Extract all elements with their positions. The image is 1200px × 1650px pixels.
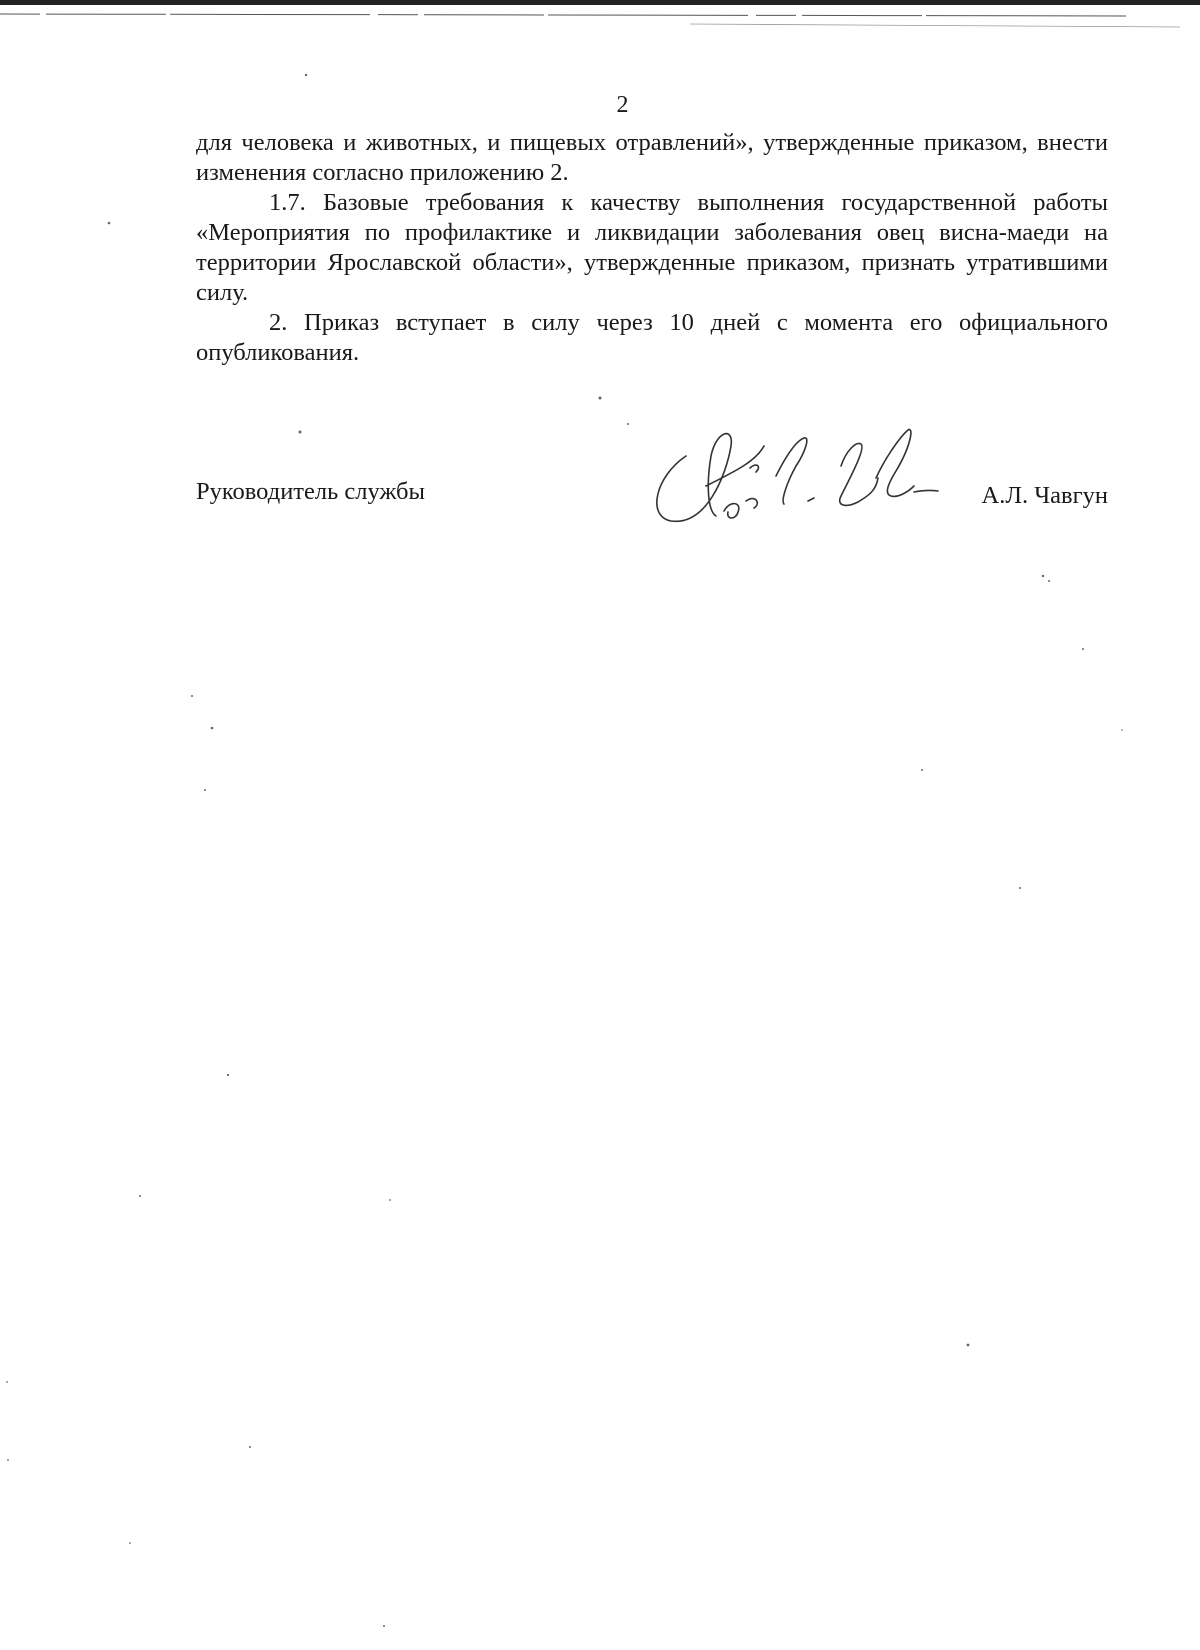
signer-position: Руководитель службы xyxy=(196,478,425,505)
signer-name: А.Л. Чавгун xyxy=(981,482,1108,509)
page-number: 2 xyxy=(616,92,629,118)
signature-block xyxy=(196,470,1108,560)
paragraph-item-2: 2. Приказ вступает в силу через 10 дней с момента его официального опубликования. xyxy=(196,309,1108,366)
paragraph-continuation: для человека и животных, и пищевых отравлений», утвержденные приказом, внести изменения согласно приложению 2. xyxy=(196,129,1108,186)
document-body xyxy=(196,128,1108,368)
paragraph-item-1-7: 1.7. Базовые требования к качеству выполнения государственной работы «Мероприятия по профилактике и ликвидации заболевания овец висна-маеди на территории Ярославской области», утвержденные приказом, признать утратившими силу. xyxy=(196,189,1108,306)
handwritten-signature xyxy=(646,416,946,546)
scan-top-edge xyxy=(0,0,1200,30)
